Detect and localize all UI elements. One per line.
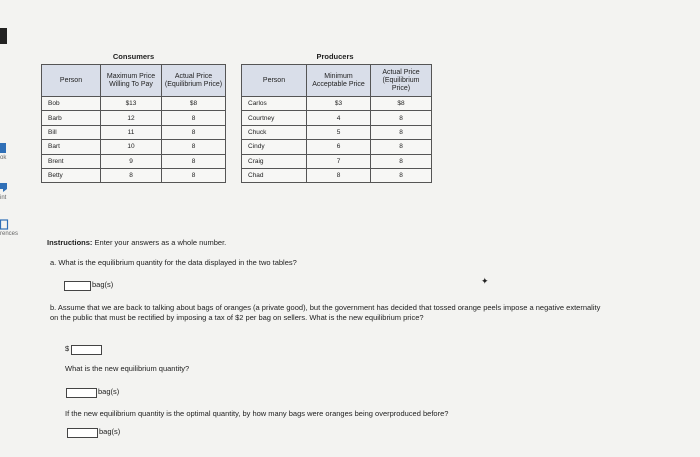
consumer-actual-price: 8 bbox=[162, 154, 226, 168]
table-row bbox=[42, 168, 226, 182]
consumer-max-price: 9 bbox=[101, 154, 162, 168]
producer-name: Chad bbox=[242, 168, 307, 182]
producer-actual-price: 8 bbox=[371, 154, 432, 168]
question-b-sub2-unit: bag(s) bbox=[99, 427, 121, 436]
producer-actual-price: $8 bbox=[371, 97, 432, 111]
sidebar-label-references[interactable]: rences bbox=[0, 231, 19, 237]
consumer-actual-price: $8 bbox=[162, 97, 226, 111]
consumer-actual-price: 8 bbox=[162, 125, 226, 139]
table-row bbox=[242, 97, 432, 111]
producer-min-price: 4 bbox=[307, 111, 371, 125]
producers-table bbox=[241, 64, 432, 183]
producer-name: Courtney bbox=[242, 111, 307, 125]
table-row bbox=[242, 111, 432, 125]
consumer-actual-price: 8 bbox=[162, 111, 226, 125]
consumer-max-price: 12 bbox=[101, 111, 162, 125]
question-b-currency: $ bbox=[65, 344, 70, 353]
sidebar-references-icon[interactable] bbox=[0, 219, 10, 231]
table-row bbox=[242, 154, 432, 168]
producer-actual-price: 8 bbox=[371, 140, 432, 154]
question-b-text: b. Assume that we are back to talking about bags of oranges (a private good), but the government has decided that tossed orange peels impose a negative externality on the public that must be rectified by imposing a tax of $2 per bag on sellers. What is the new equilibrium price? bbox=[50, 303, 601, 322]
table-row bbox=[242, 140, 432, 154]
question-a-text: a. What is the equilibrium quantity for the data displayed in the two tables? bbox=[50, 258, 297, 267]
question-b-quantity-input[interactable] bbox=[66, 388, 97, 398]
producer-name: Cindy bbox=[242, 140, 307, 154]
table-row bbox=[242, 168, 432, 182]
left-sidebar-strip bbox=[0, 0, 34, 457]
consumer-name: Betty bbox=[42, 168, 101, 182]
producers-header-actual-price: Actual Price (Equilibrium Price) bbox=[371, 65, 432, 97]
producer-min-price: 5 bbox=[307, 125, 371, 139]
question-b-price-input[interactable] bbox=[71, 345, 102, 355]
sidebar-book-icon[interactable] bbox=[0, 28, 8, 44]
question-a-unit: bag(s) bbox=[92, 280, 114, 289]
table-row bbox=[42, 154, 226, 168]
producer-name: Chuck bbox=[242, 125, 307, 139]
producers-header-min-price: Minimum Acceptable Price bbox=[307, 65, 371, 97]
consumer-actual-price: 8 bbox=[162, 168, 226, 182]
producer-actual-price: 8 bbox=[371, 125, 432, 139]
table-row bbox=[42, 97, 226, 111]
table-row bbox=[42, 111, 226, 125]
instructions bbox=[47, 238, 226, 248]
producer-actual-price: 8 bbox=[371, 168, 432, 182]
consumer-name: Bart bbox=[42, 140, 101, 154]
producer-min-price: 7 bbox=[307, 154, 371, 168]
consumers-header-max-price: Maximum Price Willing To Pay bbox=[101, 65, 162, 97]
instructions-label: Instructions: bbox=[47, 238, 93, 247]
consumer-max-price: 11 bbox=[101, 125, 162, 139]
table-row bbox=[42, 140, 226, 154]
producer-min-price: 6 bbox=[307, 140, 371, 154]
question-b-overproduction-input[interactable] bbox=[67, 428, 98, 438]
instructions-text: Enter your answers as a whole number. bbox=[94, 238, 227, 247]
consumers-header-person: Person bbox=[42, 65, 101, 97]
question-b-sub1-unit: bag(s) bbox=[98, 387, 120, 396]
table-row bbox=[42, 125, 226, 139]
consumer-max-price: 8 bbox=[101, 168, 162, 182]
sidebar-label-ebook[interactable]: ok bbox=[0, 155, 7, 161]
producers-header-person: Person bbox=[242, 65, 307, 97]
consumers-table bbox=[41, 64, 226, 183]
consumer-name: Barb bbox=[42, 111, 101, 125]
consumers-header-actual-price: Actual Price (Equilibrium Price) bbox=[162, 65, 226, 97]
sidebar-label-print[interactable]: int bbox=[0, 195, 7, 201]
producer-name: Carlos bbox=[242, 97, 307, 111]
consumer-max-price: 10 bbox=[101, 140, 162, 154]
consumer-max-price: $13 bbox=[101, 97, 162, 111]
producers-group-title: Producers bbox=[316, 52, 354, 61]
consumers-group-title: Consumers bbox=[112, 52, 155, 61]
consumer-name: Bob bbox=[42, 97, 101, 111]
sidebar-ebook-icon[interactable] bbox=[0, 143, 9, 155]
consumer-actual-price: 8 bbox=[162, 140, 226, 154]
producer-min-price: $3 bbox=[307, 97, 371, 111]
mouse-pointer-icon: ✦ bbox=[481, 276, 489, 286]
producer-name: Craig bbox=[242, 154, 307, 168]
question-b-sub2-text: If the new equilibrium quantity is the optimal quantity, by how many bags were oranges being overproduced before? bbox=[65, 409, 449, 418]
consumer-name: Brent bbox=[42, 154, 101, 168]
table-row bbox=[242, 125, 432, 139]
question-b-sub1-text: What is the new equilibrium quantity? bbox=[65, 364, 190, 373]
question-a-answer-input[interactable] bbox=[64, 281, 91, 291]
producer-min-price: 8 bbox=[307, 168, 371, 182]
consumer-name: Bill bbox=[42, 125, 101, 139]
producer-actual-price: 8 bbox=[371, 111, 432, 125]
sidebar-print-icon[interactable] bbox=[0, 181, 9, 193]
